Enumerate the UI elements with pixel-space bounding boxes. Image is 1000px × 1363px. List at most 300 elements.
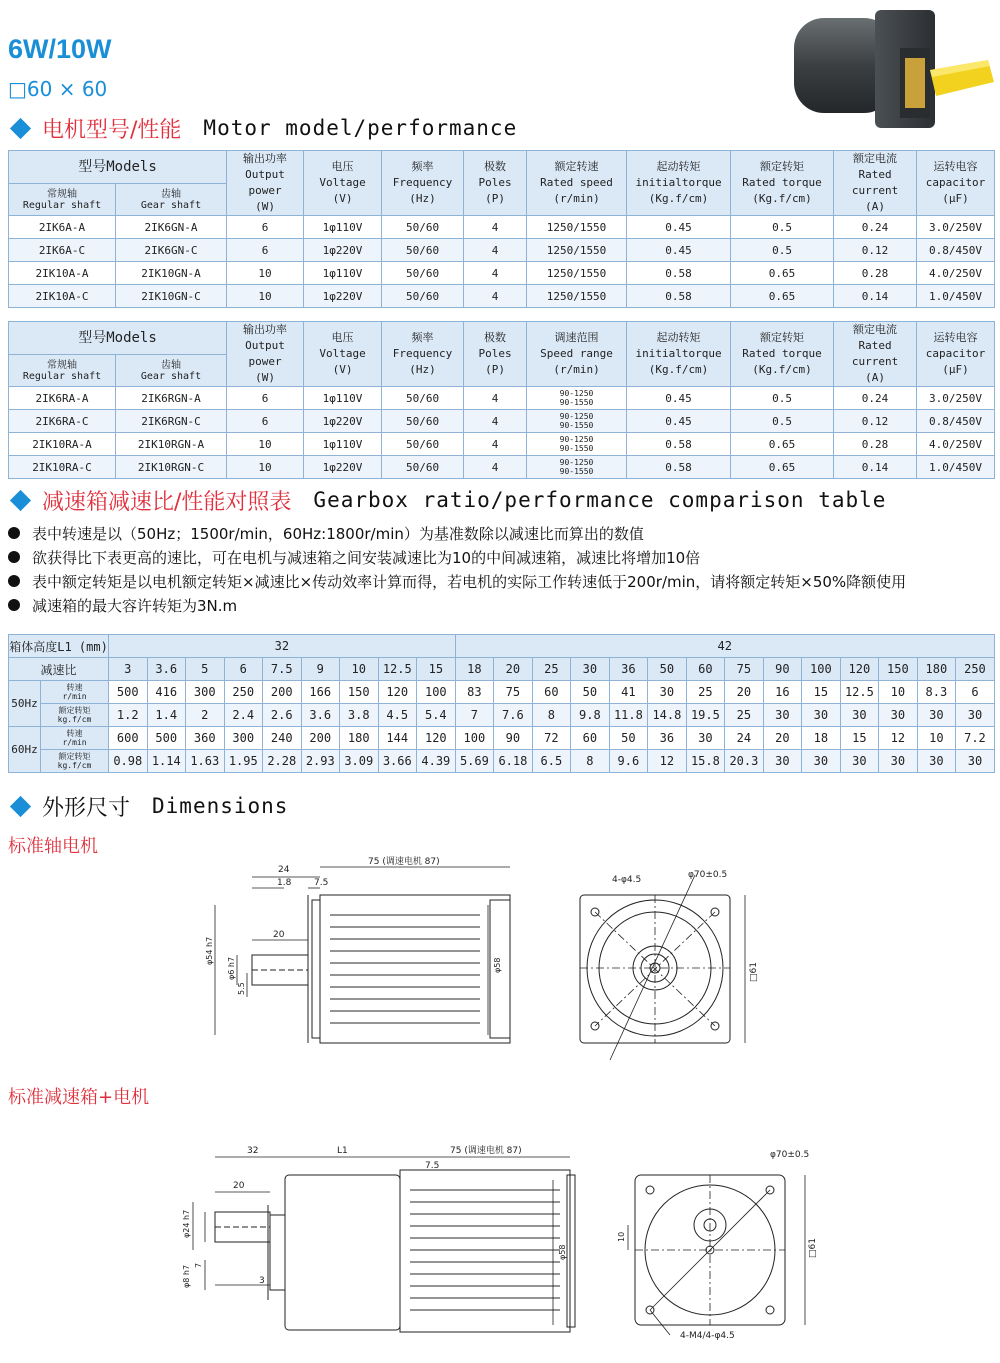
ratio-cell: 120 <box>378 681 417 704</box>
gearbox-motor-front-drawing <box>610 1140 820 1345</box>
cell-gear-model: 2IK10GN-C <box>116 285 227 308</box>
ratio-value: 5 <box>186 658 225 681</box>
cell-gear-model: 2IK6GN-C <box>116 239 227 262</box>
ratio-value: 90 <box>763 658 802 681</box>
dim-label: 4-M4/4-φ4.5 <box>680 1331 735 1341</box>
ratio-cell: 25 <box>686 681 725 704</box>
cell-frequency: 50/60 <box>382 262 464 285</box>
ratio-value: 50 <box>648 658 687 681</box>
dim-label: φ70±0.5 <box>770 1150 810 1160</box>
gearbox-motor-side-drawing <box>175 1140 595 1340</box>
dim-label: φ58 <box>558 1244 567 1260</box>
cell-init-torque: 0.45 <box>627 387 731 410</box>
cell-voltage: 1φ220V <box>304 410 382 433</box>
cell-frequency: 50/60 <box>382 433 464 456</box>
col-capacitor: 运转电容 capacitor (μF) <box>917 322 995 387</box>
dim-label: φ58 <box>493 957 502 973</box>
ratio-value: 18 <box>455 658 494 681</box>
ratio-value: 7.5 <box>263 658 302 681</box>
cell-rated-current: 0.24 <box>834 216 917 239</box>
ratio-value: 180 <box>917 658 956 681</box>
cell-gear-model: 2IK10GN-A <box>116 262 227 285</box>
ratio-cell: 30 <box>879 750 918 773</box>
col-speed: 额定转速 Rated speed (r/min) <box>527 151 627 216</box>
ratio-value: 250 <box>956 658 995 681</box>
cell-rated-current: 0.24 <box>834 387 917 410</box>
ratio-cell: 30 <box>917 750 956 773</box>
cell-poles: 4 <box>464 410 527 433</box>
ratio-cell: 7.2 <box>956 727 995 750</box>
cell-power: 10 <box>227 262 304 285</box>
cell-frequency: 50/60 <box>382 456 464 479</box>
table-row <box>9 262 995 285</box>
cell-rated-current: 0.14 <box>834 285 917 308</box>
drawing-title-standard: 标准轴电机 <box>8 836 98 857</box>
dim-label: □61 <box>808 1238 818 1258</box>
ratio-data-row <box>9 681 995 704</box>
ratio-cell: 10 <box>879 681 918 704</box>
ratio-cell: 30 <box>648 681 687 704</box>
cell-capacitor: 0.8/450V <box>917 239 995 262</box>
dim-label: 7 <box>194 1262 203 1268</box>
cell-power: 6 <box>227 387 304 410</box>
dim-label: □61 <box>749 962 759 982</box>
ratio-header-row <box>9 658 995 681</box>
cell-capacitor: 1.0/450V <box>917 456 995 479</box>
dim-label: 24 <box>278 865 290 875</box>
ratio-cell: 15 <box>802 681 841 704</box>
cell-frequency: 50/60 <box>382 410 464 433</box>
cell-voltage: 1φ110V <box>304 216 382 239</box>
cell-rated-torque: 0.65 <box>731 262 834 285</box>
ratio-cell: 2 <box>186 704 225 727</box>
cell-power: 6 <box>227 239 304 262</box>
col-power: 输出功率 Output power (W) <box>227 322 304 387</box>
bullet-icon <box>8 575 20 587</box>
cell-frequency: 50/60 <box>382 239 464 262</box>
dim-label: φ6 h7 <box>227 956 236 980</box>
col-current: 额定电流 Rated current (A) <box>834 151 917 216</box>
ratio-cell: 30 <box>802 750 841 773</box>
cell-gear-model: 2IK10RGN-C <box>116 456 227 479</box>
col-voltage: 电压 Voltage (V) <box>304 322 382 387</box>
ratio-cell: 30 <box>686 727 725 750</box>
ratio-cell: 5.69 <box>455 750 494 773</box>
ratio-cell: 1.95 <box>224 750 263 773</box>
ratio-value: 75 <box>725 658 764 681</box>
ratio-cell: 60 <box>532 681 571 704</box>
section-title-en: Gearbox ratio/performance comparison table <box>313 488 887 512</box>
ratio-cell: 240 <box>263 727 302 750</box>
ratio-cell: 15.8 <box>686 750 725 773</box>
note-item: 欲获得比下表更高的速比，可在电机与减速箱之间安装减速比为10的中间减速箱，减速比将增加10倍 <box>8 545 988 569</box>
drawing-title-gearbox: 标准减速箱+电机 <box>8 1087 150 1108</box>
ratio-value: 20 <box>494 658 533 681</box>
models-header: 型号Models <box>9 151 227 184</box>
note-item: 表中转速是以（50Hz；1500r/min，60Hz:1800r/min）为基准数除以减速比而算出的数值 <box>8 521 988 545</box>
ratio-cell: 24 <box>725 727 764 750</box>
cell-regular-model: 2IK6RA-A <box>9 387 116 410</box>
cell-regular-model: 2IK10RA-C <box>9 456 116 479</box>
cell-regular-model: 2IK10A-C <box>9 285 116 308</box>
cell-power: 10 <box>227 285 304 308</box>
ratio-value: 120 <box>840 658 879 681</box>
dim-label: 3 <box>259 1276 265 1286</box>
ratio-value: 150 <box>879 658 918 681</box>
ratio-cell: 4.39 <box>417 750 456 773</box>
cell-init-torque: 0.45 <box>627 239 731 262</box>
col-frequency: 频率 Frequency (Hz) <box>382 151 464 216</box>
ratio-cell: 12 <box>648 750 687 773</box>
ratio-cell: 14.8 <box>648 704 687 727</box>
ratio-cell: 30 <box>802 704 841 727</box>
ratio-cell: 10 <box>917 727 956 750</box>
col-rated-torque: 额定转矩 Rated torque (Kg.f/cm) <box>731 322 834 387</box>
ratio-value: 3.6 <box>147 658 186 681</box>
ratio-cell: 20 <box>763 727 802 750</box>
ratio-cell: 11.8 <box>609 704 648 727</box>
ratio-cell: 36 <box>648 727 687 750</box>
row-label: 转速 r/min <box>41 681 109 704</box>
dim-label: φ24 h7 <box>182 1209 191 1238</box>
ratio-cell: 83 <box>455 681 494 704</box>
frequency-label: 60Hz <box>9 727 41 773</box>
ratio-cell: 30 <box>879 704 918 727</box>
cell-capacitor: 0.8/450V <box>917 410 995 433</box>
cell-rated-current: 0.28 <box>834 262 917 285</box>
cell-rated-speed: 1250/1550 <box>527 216 627 239</box>
ratio-cell: 60 <box>571 727 610 750</box>
ratio-cell: 25 <box>725 704 764 727</box>
cell-init-torque: 0.58 <box>627 262 731 285</box>
ratio-cell: 200 <box>263 681 302 704</box>
ratio-cell: 500 <box>147 727 186 750</box>
dim-label: φ54 h7 <box>205 936 214 965</box>
cell-regular-model: 2IK10RA-A <box>9 433 116 456</box>
dim-label: L1 <box>337 1146 348 1156</box>
ratio-cell: 180 <box>340 727 379 750</box>
ratio-cell: 150 <box>340 681 379 704</box>
table-row <box>9 456 995 479</box>
dim-label: 7.5 <box>425 1161 440 1171</box>
ratio-cell: 50 <box>571 681 610 704</box>
cell-init-torque: 0.58 <box>627 433 731 456</box>
cell-gear-model: 2IK6RGN-C <box>116 410 227 433</box>
standard-motor-side-drawing <box>200 855 530 1060</box>
ratio-cell: 50 <box>609 727 648 750</box>
ratio-cell: 9.6 <box>609 750 648 773</box>
cell-power: 6 <box>227 216 304 239</box>
cell-speed-range: 90-1250 90-1550 <box>527 410 627 433</box>
frame-size: □60 × 60 <box>8 77 108 101</box>
ratio-value: 9 <box>301 658 340 681</box>
ratio-value: 12.5 <box>378 658 417 681</box>
cell-capacitor: 1.0/450V <box>917 285 995 308</box>
cell-rated-current: 0.12 <box>834 239 917 262</box>
ratio-value: 10 <box>340 658 379 681</box>
cell-rated-current: 0.28 <box>834 433 917 456</box>
col-poles: 极数 Poles (P) <box>464 151 527 216</box>
ratio-value: 15 <box>417 658 456 681</box>
ratio-cell: 500 <box>109 681 148 704</box>
note-item: 减速箱的最大容许转矩为3N.m <box>8 593 988 617</box>
cell-speed-range: 90-1250 90-1550 <box>527 387 627 410</box>
ratio-label: 减速比 <box>9 658 109 681</box>
ratio-cell: 300 <box>186 681 225 704</box>
cell-rated-torque: 0.5 <box>731 239 834 262</box>
ratio-cell: 100 <box>455 727 494 750</box>
ratio-cell: 600 <box>109 727 148 750</box>
section-dimensions <box>8 791 288 821</box>
ratio-cell: 300 <box>224 727 263 750</box>
ratio-cell: 120 <box>417 727 456 750</box>
models-header: 型号Models <box>9 322 227 355</box>
ratio-cell: 30 <box>763 704 802 727</box>
ratio-cell: 100 <box>417 681 456 704</box>
ratio-cell: 41 <box>609 681 648 704</box>
cell-capacitor: 3.0/250V <box>917 216 995 239</box>
section-title-en: Motor model/performance <box>203 116 518 140</box>
cell-power: 6 <box>227 410 304 433</box>
cell-regular-model: 2IK6RA-C <box>9 410 116 433</box>
cell-voltage: 1φ110V <box>304 262 382 285</box>
height-label: 箱体高度L1 (mm) <box>9 635 109 658</box>
col-gear-shaft: 齿轴 Gear shaft <box>116 355 227 387</box>
section-title-zh: 电机型号/性能 <box>42 117 182 143</box>
speed-control-spec-table <box>8 321 995 479</box>
ratio-cell: 2.4 <box>224 704 263 727</box>
frequency-label: 50Hz <box>9 681 41 727</box>
ratio-cell: 30 <box>840 750 879 773</box>
bullet-icon <box>8 527 20 539</box>
ratio-cell: 30 <box>840 704 879 727</box>
section-gearbox <box>8 485 886 515</box>
ratio-cell: 7.6 <box>494 704 533 727</box>
notes-list <box>8 521 988 617</box>
col-voltage: 电压 Voltage (V) <box>304 151 382 216</box>
ratio-cell: 30 <box>956 704 995 727</box>
page-title: 6W/10W <box>8 34 112 64</box>
ratio-cell: 1.2 <box>109 704 148 727</box>
cell-regular-model: 2IK6A-C <box>9 239 116 262</box>
section-motor-model <box>8 113 517 143</box>
cell-rated-torque: 0.5 <box>731 410 834 433</box>
ratio-data-row <box>9 750 995 773</box>
diamond-bullet-icon <box>10 489 31 510</box>
ratio-cell: 3.09 <box>340 750 379 773</box>
cell-speed-range: 90-1250 90-1550 <box>527 433 627 456</box>
standard-motor-front-drawing <box>570 860 760 1065</box>
ratio-cell: 2.28 <box>263 750 302 773</box>
ratio-cell: 4.5 <box>378 704 417 727</box>
ratio-cell: 6 <box>956 681 995 704</box>
ratio-cell: 20.3 <box>725 750 764 773</box>
ratio-value: 30 <box>571 658 610 681</box>
cell-capacitor: 4.0/250V <box>917 433 995 456</box>
cell-rated-speed: 1250/1550 <box>527 262 627 285</box>
cell-gear-model: 2IK10RGN-A <box>116 433 227 456</box>
col-capacitor: 运转电容 capacitor (μF) <box>917 151 995 216</box>
cell-speed-range: 90-1250 90-1550 <box>527 456 627 479</box>
table-row <box>9 387 995 410</box>
col-rated-torque: 额定转矩 Rated torque (Kg.f/cm) <box>731 151 834 216</box>
ratio-cell: 30 <box>763 750 802 773</box>
ratio-cell: 3.6 <box>301 704 340 727</box>
section-title-zh: 减速箱减速比/性能对照表 <box>42 489 292 515</box>
ratio-cell: 166 <box>301 681 340 704</box>
col-regular-shaft: 常规轴 Regular shaft <box>9 355 116 387</box>
table-row <box>9 410 995 433</box>
col-speed-range: 调速范围 Speed range (r/min) <box>527 322 627 387</box>
ratio-cell: 8 <box>571 750 610 773</box>
cell-rated-torque: 0.5 <box>731 216 834 239</box>
cell-voltage: 1φ110V <box>304 433 382 456</box>
table-row <box>9 239 995 262</box>
cell-gear-model: 2IK6RGN-A <box>116 387 227 410</box>
ratio-cell: 30 <box>956 750 995 773</box>
cell-frequency: 50/60 <box>382 216 464 239</box>
diamond-bullet-icon <box>10 117 31 138</box>
dim-label: 20 <box>233 1181 245 1191</box>
dim-label: 20 <box>273 930 285 940</box>
note-item: 表中额定转矩是以电机额定转矩×减速比×传动效率计算而得，若电机的实际工作转速低于200r/min，请将额定转矩×50%降额使用 <box>8 569 988 593</box>
ratio-cell: 20 <box>725 681 764 704</box>
ratio-cell: 72 <box>532 727 571 750</box>
col-frequency: 频率 Frequency (Hz) <box>382 322 464 387</box>
ratio-cell: 90 <box>494 727 533 750</box>
section-title-zh: 外形尺寸 <box>42 795 131 821</box>
cell-gear-model: 2IK6GN-A <box>116 216 227 239</box>
row-label: 转速 r/min <box>41 727 109 750</box>
cell-frequency: 50/60 <box>382 387 464 410</box>
diamond-bullet-icon <box>10 795 31 816</box>
cell-rated-speed: 1250/1550 <box>527 285 627 308</box>
ratio-cell: 2.93 <box>301 750 340 773</box>
cell-rated-torque: 0.65 <box>731 433 834 456</box>
ratio-cell: 5.4 <box>417 704 456 727</box>
ratio-cell: 7 <box>455 704 494 727</box>
dim-label: 4-φ4.5 <box>612 875 642 885</box>
dim-label: φ70±0.5 <box>688 870 728 880</box>
col-current: 额定电流 Rated current (A) <box>834 322 917 387</box>
cell-power: 10 <box>227 433 304 456</box>
cell-poles: 4 <box>464 433 527 456</box>
row-label: 额定转矩 kg.f/cm <box>41 750 109 773</box>
cell-frequency: 50/60 <box>382 285 464 308</box>
ratio-cell: 1.63 <box>186 750 225 773</box>
col-poles: 极数 Poles (P) <box>464 322 527 387</box>
cell-init-torque: 0.45 <box>627 410 731 433</box>
ratio-value: 25 <box>532 658 571 681</box>
section-title-en: Dimensions <box>152 794 289 818</box>
col-power: 输出功率 Output power (W) <box>227 151 304 216</box>
dim-label: 32 <box>247 1146 259 1156</box>
ratio-cell: 16 <box>763 681 802 704</box>
col-regular-shaft: 常规轴 Regular shaft <box>9 184 116 216</box>
ratio-cell: 0.98 <box>109 750 148 773</box>
cell-rated-speed: 1250/1550 <box>527 239 627 262</box>
cell-capacitor: 4.0/250V <box>917 262 995 285</box>
table-row <box>9 285 995 308</box>
cell-regular-model: 2IK6A-A <box>9 216 116 239</box>
cell-rated-torque: 0.65 <box>731 456 834 479</box>
dim-label: 75 (调速电机 87) <box>368 857 440 867</box>
ratio-cell: 18 <box>802 727 841 750</box>
cell-voltage: 1φ220V <box>304 239 382 262</box>
ratio-cell: 200 <box>301 727 340 750</box>
gear-ratio-table <box>8 634 995 773</box>
ratio-cell: 8 <box>532 704 571 727</box>
cell-poles: 4 <box>464 387 527 410</box>
height-32: 32 <box>109 635 456 658</box>
ratio-data-row <box>9 727 995 750</box>
cell-poles: 4 <box>464 262 527 285</box>
dim-label: 5.5 <box>237 982 246 995</box>
col-init-torque: 起动转矩 initialtorque (Kg.f/cm) <box>627 151 731 216</box>
ratio-data-row <box>9 704 995 727</box>
cell-rated-current: 0.12 <box>834 410 917 433</box>
motor-photo <box>780 0 995 135</box>
ratio-value: 3 <box>109 658 148 681</box>
dim-label: 1.8 <box>277 878 292 888</box>
ratio-cell: 360 <box>186 727 225 750</box>
ratio-cell: 3.66 <box>378 750 417 773</box>
ratio-value: 36 <box>609 658 648 681</box>
ratio-cell: 3.8 <box>340 704 379 727</box>
col-init-torque: 起动转矩 initialtorque (Kg.f/cm) <box>627 322 731 387</box>
dim-label: 10 <box>617 1231 626 1242</box>
ratio-cell: 30 <box>917 704 956 727</box>
dim-label: 7.5 <box>314 878 329 888</box>
ratio-cell: 416 <box>147 681 186 704</box>
ratio-cell: 2.6 <box>263 704 302 727</box>
ratio-cell: 1.4 <box>147 704 186 727</box>
ratio-value: 60 <box>686 658 725 681</box>
ratio-value: 6 <box>224 658 263 681</box>
table-row <box>9 433 995 456</box>
cell-rated-torque: 0.5 <box>731 387 834 410</box>
cell-poles: 4 <box>464 216 527 239</box>
ratio-cell: 6.18 <box>494 750 533 773</box>
dim-label: φ8 h7 <box>182 1264 191 1288</box>
ratio-cell: 6.5 <box>532 750 571 773</box>
bullet-icon <box>8 551 20 563</box>
ratio-cell: 12 <box>879 727 918 750</box>
cell-poles: 4 <box>464 285 527 308</box>
ratio-cell: 250 <box>224 681 263 704</box>
cell-power: 10 <box>227 456 304 479</box>
cell-init-torque: 0.58 <box>627 456 731 479</box>
cell-rated-torque: 0.65 <box>731 285 834 308</box>
ratio-cell: 15 <box>840 727 879 750</box>
height-42: 42 <box>455 635 994 658</box>
table-row <box>9 216 995 239</box>
ratio-cell: 8.3 <box>917 681 956 704</box>
ratio-value: 100 <box>802 658 841 681</box>
cell-voltage: 1φ220V <box>304 285 382 308</box>
cell-poles: 4 <box>464 239 527 262</box>
cell-rated-current: 0.14 <box>834 456 917 479</box>
cell-capacitor: 3.0/250V <box>917 387 995 410</box>
dim-label: 75 (调速电机 87) <box>450 1146 522 1156</box>
ratio-cell: 1.14 <box>147 750 186 773</box>
motor-spec-table <box>8 150 995 308</box>
cell-poles: 4 <box>464 456 527 479</box>
cell-init-torque: 0.45 <box>627 216 731 239</box>
cell-regular-model: 2IK10A-A <box>9 262 116 285</box>
height-row <box>9 635 995 658</box>
ratio-cell: 75 <box>494 681 533 704</box>
